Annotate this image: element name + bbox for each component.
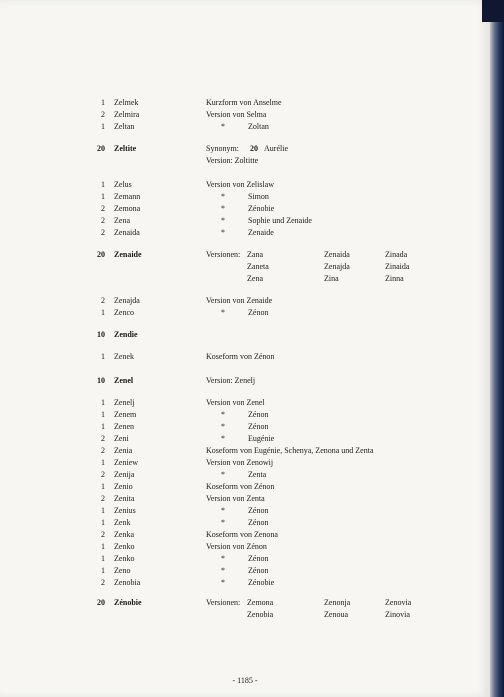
entry-name: Zelmek: [114, 98, 139, 107]
entry-row: [0, 481, 490, 493]
book-corner: [482, 0, 504, 22]
entry-description: Version von Zenel: [206, 398, 265, 407]
entry-name: Zénobie: [114, 598, 142, 607]
entry-row: [0, 351, 490, 363]
entry-row: [0, 143, 490, 155]
entry-description: Version von Zenowij: [206, 458, 274, 467]
entry-name: Zenco: [114, 308, 134, 317]
entry-name: Zeni: [114, 434, 129, 443]
entry-reference: Zenaide: [248, 228, 274, 237]
entry-row: [0, 609, 490, 621]
entry-name: Zendie: [114, 330, 138, 339]
entry-description: Kurzform von Anselme: [206, 98, 282, 107]
entry-name: Zelus: [114, 180, 132, 189]
entry-row: [0, 409, 490, 421]
page-number: - 1185 -: [232, 676, 258, 685]
entry-row: [0, 529, 490, 541]
ditto-mark: *: [221, 204, 225, 213]
entry-row: [0, 433, 490, 445]
entry-reference: Simon: [248, 192, 269, 201]
entry-row: [0, 597, 490, 609]
entry-reference: Eugénie: [248, 434, 275, 443]
entry-reference: Zénobie: [248, 578, 275, 587]
entry-row: [0, 261, 490, 273]
version-name: Zina: [324, 274, 339, 283]
entry-description: Versionen:: [206, 250, 241, 259]
entry-row: [0, 577, 490, 589]
ditto-mark: *: [221, 566, 225, 575]
version-name: Zena: [247, 274, 263, 283]
entry-reference: Zénon: [248, 518, 269, 527]
ditto-mark: *: [221, 122, 225, 131]
entry-reference: Zénobie: [248, 204, 275, 213]
entry-row: [0, 397, 490, 409]
entry-name: Zenita: [114, 494, 135, 503]
entry-count: 1: [101, 352, 105, 361]
entry-row: [0, 541, 490, 553]
entry-count: 1: [101, 542, 105, 551]
entry-name: Zelmira: [114, 110, 140, 119]
entry-name: Zenko: [114, 554, 135, 563]
entry-count: 2: [101, 204, 105, 213]
entry-name: Zenaide: [114, 250, 142, 259]
entry-row: [0, 505, 490, 517]
version-name: Zinaida: [385, 262, 410, 271]
entry-row: [0, 215, 490, 227]
entry-count: 1: [101, 422, 105, 431]
entry-count: 1: [101, 554, 105, 563]
entry-row: [0, 517, 490, 529]
entry-name: Zenaida: [114, 228, 140, 237]
entry-row: [0, 155, 490, 167]
entry-count: 1: [101, 506, 105, 515]
entry-name: Zenk: [114, 518, 131, 527]
entry-name: Zena: [114, 216, 130, 225]
ditto-mark: *: [221, 228, 225, 237]
entry-row: [0, 97, 490, 109]
entry-description: Version von Zelislaw: [206, 180, 274, 189]
entry-count: 2: [101, 494, 105, 503]
ditto-mark: *: [221, 308, 225, 317]
entry-row: [0, 307, 490, 319]
entry-reference: Zénon: [248, 554, 269, 563]
entry-name: Zeltan: [114, 122, 135, 131]
entry-count: 10: [97, 376, 105, 385]
entry-name: Zenobia: [114, 578, 141, 587]
version-name: Zinna: [385, 274, 404, 283]
version-name: Zana: [247, 250, 263, 259]
entry-reference: Zénon: [248, 308, 269, 317]
ditto-mark: *: [221, 554, 225, 563]
entry-count: 1: [101, 482, 105, 491]
entry-count: 2: [101, 446, 105, 455]
version-name: Zinada: [385, 250, 408, 259]
entry-name: Zenem: [114, 410, 137, 419]
version-name: Zenajda: [324, 262, 350, 271]
entry-count: 2: [101, 530, 105, 539]
ditto-mark: *: [221, 518, 225, 527]
entry-description: Koseform von Eugénie, Schenya, Zenona und Zenta: [206, 446, 374, 455]
entry-description: Versionen:: [206, 598, 241, 607]
entry-row: [0, 469, 490, 481]
entry-count: 2: [101, 434, 105, 443]
entry-count: 20: [97, 144, 105, 153]
entry-count: 2: [101, 578, 105, 587]
ditto-mark: *: [221, 422, 225, 431]
entry-row: [0, 249, 490, 261]
entry-reference: Zénon: [248, 422, 269, 431]
entry-count: 1: [101, 458, 105, 467]
ditto-mark: *: [221, 578, 225, 587]
version-name: Zenoua: [324, 610, 348, 619]
book-edge: [490, 0, 504, 697]
entry-reference: Sophie und Zenaide: [248, 216, 312, 225]
entry-description: Koseform von Zenona: [206, 530, 278, 539]
entry-row: [0, 203, 490, 215]
entry-row: [0, 457, 490, 469]
entry-reference: Zenta: [248, 470, 267, 479]
version-name: Zenonja: [324, 598, 351, 607]
entry-description: Version: Zenelj: [206, 376, 256, 385]
entry-description: Version von Zénon: [206, 542, 267, 551]
entry-row: [0, 445, 490, 457]
entry-row: [0, 273, 490, 285]
entry-row: [0, 553, 490, 565]
version-name: Zemona: [247, 598, 274, 607]
entry-name: Zenel: [114, 376, 134, 385]
entry-count: 1: [101, 192, 105, 201]
entry-name: Zemann: [114, 192, 141, 201]
entry-count: 10: [97, 330, 105, 339]
entry-count: 1: [101, 98, 105, 107]
entry-description: Synonym:: [206, 144, 239, 153]
entry-count: 20: [97, 598, 105, 607]
entry-count: 1: [101, 180, 105, 189]
entry-reference: Zénon: [248, 506, 269, 515]
entry-name: Zenia: [114, 446, 133, 455]
version-name: Zenaida: [324, 250, 350, 259]
version-name: Zaneta: [247, 262, 269, 271]
entry-count: 20: [97, 250, 105, 259]
ditto-mark: *: [221, 192, 225, 201]
entry-name: Zemona: [114, 204, 141, 213]
ditto-mark: *: [221, 410, 225, 419]
entry-description: Version von Zenaide: [206, 296, 273, 305]
entry-row: [0, 375, 490, 387]
entry-name: Zenen: [114, 422, 134, 431]
ditto-mark: *: [221, 506, 225, 515]
entry-count: 1: [101, 122, 105, 131]
ditto-mark: *: [221, 470, 225, 479]
ditto-mark: *: [221, 434, 225, 443]
entry-name: Zeno: [114, 566, 131, 575]
ditto-mark: *: [221, 216, 225, 225]
version-name: Zenovia: [385, 598, 412, 607]
entry-count: 2: [101, 216, 105, 225]
entry-count: 2: [101, 228, 105, 237]
entry-count: 1: [101, 518, 105, 527]
entry-reference: Zoltan: [248, 122, 269, 131]
entry-count: 2: [101, 110, 105, 119]
entry-description: Koseform von Zénon: [206, 482, 275, 491]
entry-name: Zenek: [114, 352, 134, 361]
entry-description: Version von Zenta: [206, 494, 265, 503]
entry-row: [0, 191, 490, 203]
entry-name: Zenelj: [114, 398, 135, 407]
version-name: Zenobia: [247, 610, 274, 619]
entry-name: Zenio: [114, 482, 133, 491]
synonym-name: Aurélie: [264, 144, 288, 153]
entry-count: 1: [101, 308, 105, 317]
entry-row: [0, 295, 490, 307]
synonym-count: 20: [250, 144, 258, 153]
entry-name: Zenius: [114, 506, 136, 515]
entry-row: [0, 493, 490, 505]
entry-name: Zenajda: [114, 296, 140, 305]
entry-count: 1: [101, 398, 105, 407]
entry-row: [0, 329, 490, 341]
entry-row: [0, 109, 490, 121]
entry-name: Zenko: [114, 542, 135, 551]
entry-description: Version: Zoltitte: [206, 156, 259, 165]
version-name: Zinovia: [385, 610, 410, 619]
entry-count: 2: [101, 470, 105, 479]
entry-reference: Zénon: [248, 410, 269, 419]
entry-reference: Zénon: [248, 566, 269, 575]
entry-count: 2: [101, 296, 105, 305]
entry-row: [0, 565, 490, 577]
entry-count: 1: [101, 410, 105, 419]
entry-name: Zeltite: [114, 144, 137, 153]
entry-row: [0, 121, 490, 133]
entry-row: [0, 179, 490, 191]
entry-description: Koseform von Zénon: [206, 352, 275, 361]
entry-row: [0, 227, 490, 239]
entry-name: Zenija: [114, 470, 135, 479]
entry-name: Zenka: [114, 530, 134, 539]
entry-name: Zeniew: [114, 458, 138, 467]
entry-row: [0, 421, 490, 433]
entry-count: 1: [101, 566, 105, 575]
entry-description: Version von Selma: [206, 110, 267, 119]
